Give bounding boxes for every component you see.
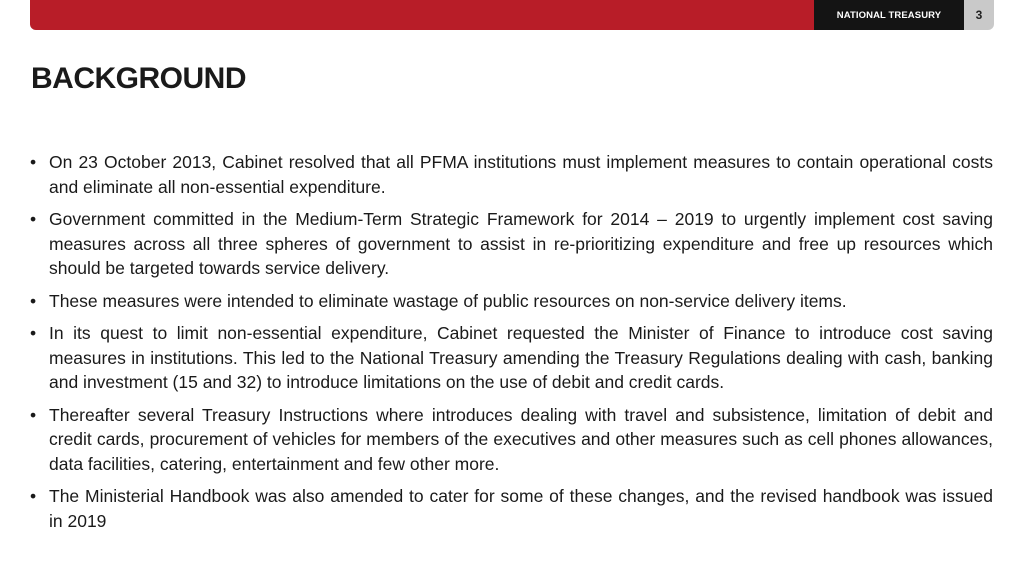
bullet-marker: • xyxy=(30,290,37,311)
bullet-item xyxy=(30,403,993,477)
bullet-marker: • xyxy=(30,323,37,343)
slide-title: BACKGROUND xyxy=(31,62,246,95)
bullet-item xyxy=(30,289,993,314)
bullet-text: On 23 October 2013, Cabinet resolved that all PFMA institutions must implement measures to contain operational costs and eliminate all non-essential expenditure. xyxy=(49,152,993,197)
brand-box xyxy=(814,0,964,30)
bullet-item xyxy=(30,484,993,533)
brand-name: NATIONAL TREASURY xyxy=(836,9,942,21)
header-bar xyxy=(30,0,994,30)
bullet-text: These measures were intended to eliminate wastage of public resources on non-service delivery items. xyxy=(49,290,847,311)
bullet-marker: • xyxy=(30,404,37,425)
bullet-item xyxy=(30,150,993,199)
bullet-marker: • xyxy=(30,486,37,506)
page-number: 3 xyxy=(975,8,983,22)
bullet-list xyxy=(30,150,993,541)
bullet-text: Thereafter several Treasury Instructions where introduces dealing with travel and subsistence, limitation of debit and credit cards, procurement of vehicles for members of the executives and other measures such as cell phones allowances, data facilities, catering, entertainment and few other more. xyxy=(49,404,993,474)
header-red-band xyxy=(30,0,814,30)
bullet-item xyxy=(30,207,993,281)
bullet-marker: • xyxy=(30,209,37,229)
page-number-box xyxy=(964,0,994,30)
bullet-text: In its quest to limit non-essential expenditure, Cabinet requested the Minister of Finance to introduce cost saving measures in institutions. This led to the National Treasury amending the Treasury Regulations dealing with cash, banking and investment (15 and 32) to introduce limitations on the use of debit and credit cards. xyxy=(49,323,993,392)
bullet-item xyxy=(30,321,993,395)
bullet-text: The Ministerial Handbook was also amended to cater for some of these changes, and the revised handbook was issued in 2019 xyxy=(49,486,993,531)
bullet-text: Government committed in the Medium-Term Strategic Framework for 2014 – 2019 to urgently implement cost saving measures across all three spheres of government to assist in re-prioritizing expenditure and free up resources which should be targeted towards service delivery. xyxy=(49,209,993,278)
bullet-marker: • xyxy=(30,152,37,172)
